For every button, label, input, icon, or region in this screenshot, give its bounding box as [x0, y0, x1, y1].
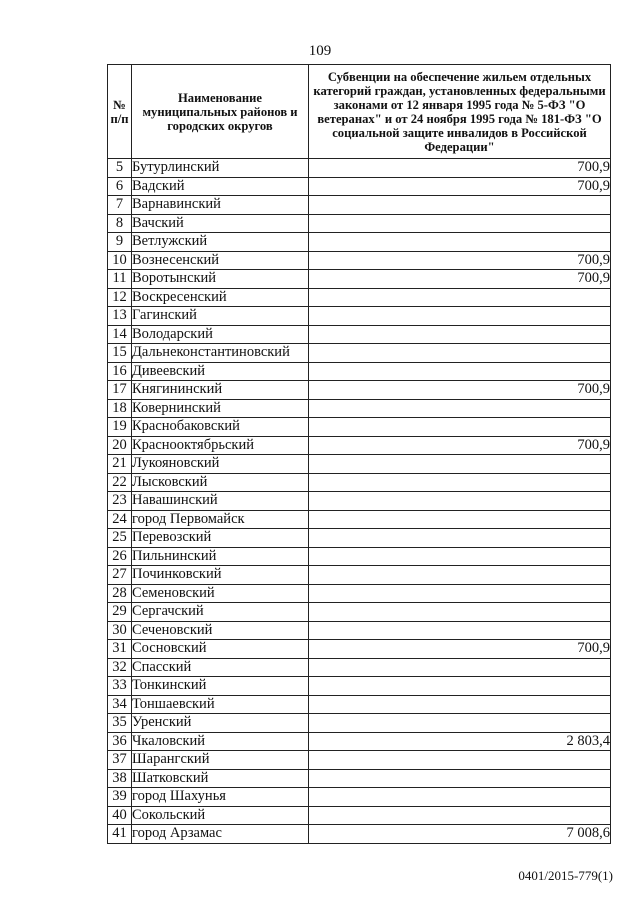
row-number: 12 — [108, 288, 132, 307]
row-number: 28 — [108, 584, 132, 603]
table-row — [108, 381, 611, 400]
subvention-amount — [309, 418, 611, 437]
table-row — [108, 473, 611, 492]
table-row — [108, 732, 611, 751]
row-number: 20 — [108, 436, 132, 455]
subvention-amount — [309, 714, 611, 733]
municipality-name: Тоншаевский — [132, 695, 309, 714]
table-row — [108, 714, 611, 733]
row-number: 39 — [108, 788, 132, 807]
municipality-name: Воротынский — [132, 270, 309, 289]
subvention-amount: 700,9 — [309, 177, 611, 196]
subvention-amount: 700,9 — [309, 270, 611, 289]
municipality-name: Бутурлинский — [132, 159, 309, 178]
row-number: 5 — [108, 159, 132, 178]
municipality-name: Шатковский — [132, 769, 309, 788]
table-row — [108, 566, 611, 585]
table-row — [108, 270, 611, 289]
municipality-name: Вадский — [132, 177, 309, 196]
table-row — [108, 325, 611, 344]
municipality-name: Краснооктябрьский — [132, 436, 309, 455]
table-row — [108, 825, 611, 844]
row-number: 23 — [108, 492, 132, 511]
row-number: 40 — [108, 806, 132, 825]
row-number: 14 — [108, 325, 132, 344]
row-number: 16 — [108, 362, 132, 381]
subvention-amount — [309, 621, 611, 640]
row-number: 7 — [108, 196, 132, 215]
document-code: 0401/2015-779(1) — [518, 868, 613, 883]
municipality-name: город Первомайск — [132, 510, 309, 529]
table-row — [108, 436, 611, 455]
table-row — [108, 529, 611, 548]
row-number: 22 — [108, 473, 132, 492]
row-number: 13 — [108, 307, 132, 326]
table-row — [108, 362, 611, 381]
subvention-amount — [309, 584, 611, 603]
table-header — [108, 65, 611, 159]
table-row — [108, 288, 611, 307]
municipality-name: Перевозский — [132, 529, 309, 548]
subvention-amount — [309, 214, 611, 233]
municipality-name: Ветлужский — [132, 233, 309, 252]
subvention-amount: 700,9 — [309, 159, 611, 178]
subvention-amount — [309, 695, 611, 714]
subvention-amount — [309, 196, 611, 215]
municipality-name: Гагинский — [132, 307, 309, 326]
row-number: 27 — [108, 566, 132, 585]
municipality-name: Тонкинский — [132, 677, 309, 696]
row-number: 21 — [108, 455, 132, 474]
municipality-name: Володарский — [132, 325, 309, 344]
row-number: 31 — [108, 640, 132, 659]
municipality-name: Навашинский — [132, 492, 309, 511]
row-number: 33 — [108, 677, 132, 696]
subvention-amount: 700,9 — [309, 251, 611, 270]
municipality-name: Дивеевский — [132, 362, 309, 381]
table-row — [108, 233, 611, 252]
municipality-name: Вознесенский — [132, 251, 309, 270]
subvention-table — [107, 64, 611, 844]
row-number: 26 — [108, 547, 132, 566]
subvention-amount: 2 803,4 — [309, 732, 611, 751]
municipality-name: Дальнеконстантиновский — [132, 344, 309, 363]
table-row — [108, 603, 611, 622]
page-number: 109 — [308, 43, 332, 59]
row-number: 24 — [108, 510, 132, 529]
municipality-name: Пильнинский — [132, 547, 309, 566]
municipality-name: Лысковский — [132, 473, 309, 492]
subvention-amount — [309, 473, 611, 492]
row-number: 36 — [108, 732, 132, 751]
municipality-name: город Шахунья — [132, 788, 309, 807]
subvention-amount: 700,9 — [309, 640, 611, 659]
table-row — [108, 307, 611, 326]
subvention-amount — [309, 288, 611, 307]
municipality-name: Спасский — [132, 658, 309, 677]
row-number: 35 — [108, 714, 132, 733]
municipality-name: Ковернинский — [132, 399, 309, 418]
municipality-name: Вачский — [132, 214, 309, 233]
table-row — [108, 455, 611, 474]
subvention-amount — [309, 455, 611, 474]
subvention-amount — [309, 233, 611, 252]
table-row — [108, 769, 611, 788]
row-number: 11 — [108, 270, 132, 289]
municipality-name: Починковский — [132, 566, 309, 585]
table-row — [108, 584, 611, 603]
row-number: 34 — [108, 695, 132, 714]
header-municipality-name: Наименование муниципальных районов и городских округов — [132, 65, 309, 159]
table-row — [108, 658, 611, 677]
subvention-amount — [309, 547, 611, 566]
header-number: № п/п — [108, 65, 132, 159]
subvention-amount — [309, 566, 611, 585]
subvention-amount — [309, 769, 611, 788]
municipality-name: Сокольский — [132, 806, 309, 825]
municipality-name: город Арзамас — [132, 825, 309, 844]
subvention-amount — [309, 529, 611, 548]
municipality-name: Семеновский — [132, 584, 309, 603]
subvention-amount — [309, 344, 611, 363]
row-number: 41 — [108, 825, 132, 844]
row-number: 18 — [108, 399, 132, 418]
subvention-amount — [309, 362, 611, 381]
municipality-name: Княгининский — [132, 381, 309, 400]
row-number: 9 — [108, 233, 132, 252]
table-row — [108, 214, 611, 233]
table-row — [108, 510, 611, 529]
table-row — [108, 251, 611, 270]
subvention-amount — [309, 399, 611, 418]
subvention-amount — [309, 492, 611, 511]
municipality-name: Варнавинский — [132, 196, 309, 215]
header-subvention-amount: Субвенции на обеспечение жильем отдельных категорий граждан, установленных федеральными законами от 12 января 1995 года № 5-ФЗ "О ветеранах" и от 24 ноября 1995 года № 181-ФЗ "О социальной защите инвалидов в Российской Федерации" — [309, 65, 611, 159]
table-row — [108, 695, 611, 714]
subvention-amount — [309, 307, 611, 326]
header-row — [108, 65, 611, 159]
row-number: 6 — [108, 177, 132, 196]
table-row — [108, 418, 611, 437]
table-row — [108, 751, 611, 770]
table-row — [108, 806, 611, 825]
table-row — [108, 399, 611, 418]
subvention-amount — [309, 788, 611, 807]
row-number: 10 — [108, 251, 132, 270]
subvention-amount — [309, 677, 611, 696]
subvention-amount — [309, 510, 611, 529]
municipality-name: Сеченовский — [132, 621, 309, 640]
subvention-amount — [309, 806, 611, 825]
municipality-name: Лукояновский — [132, 455, 309, 474]
table-body — [108, 159, 611, 844]
subvention-amount — [309, 325, 611, 344]
table-row — [108, 677, 611, 696]
table-row — [108, 492, 611, 511]
table-row — [108, 621, 611, 640]
row-number: 29 — [108, 603, 132, 622]
municipality-name: Шарангский — [132, 751, 309, 770]
subvention-amount: 700,9 — [309, 381, 611, 400]
row-number: 37 — [108, 751, 132, 770]
municipality-name: Чкаловский — [132, 732, 309, 751]
row-number: 17 — [108, 381, 132, 400]
table-row — [108, 788, 611, 807]
subvention-amount: 700,9 — [309, 436, 611, 455]
table-row — [108, 640, 611, 659]
row-number: 30 — [108, 621, 132, 640]
subvention-amount — [309, 658, 611, 677]
table-row — [108, 177, 611, 196]
subvention-amount — [309, 751, 611, 770]
municipality-name: Уренский — [132, 714, 309, 733]
row-number: 19 — [108, 418, 132, 437]
row-number: 25 — [108, 529, 132, 548]
municipality-name: Сосновский — [132, 640, 309, 659]
municipality-name: Воскресенский — [132, 288, 309, 307]
row-number: 32 — [108, 658, 132, 677]
row-number: 15 — [108, 344, 132, 363]
table-row — [108, 196, 611, 215]
subvention-amount — [309, 603, 611, 622]
row-number: 8 — [108, 214, 132, 233]
table-row — [108, 547, 611, 566]
subvention-amount: 7 008,6 — [309, 825, 611, 844]
table-row — [108, 159, 611, 178]
municipality-name: Краснобаковский — [132, 418, 309, 437]
municipality-name: Сергачский — [132, 603, 309, 622]
table-row — [108, 344, 611, 363]
row-number: 38 — [108, 769, 132, 788]
